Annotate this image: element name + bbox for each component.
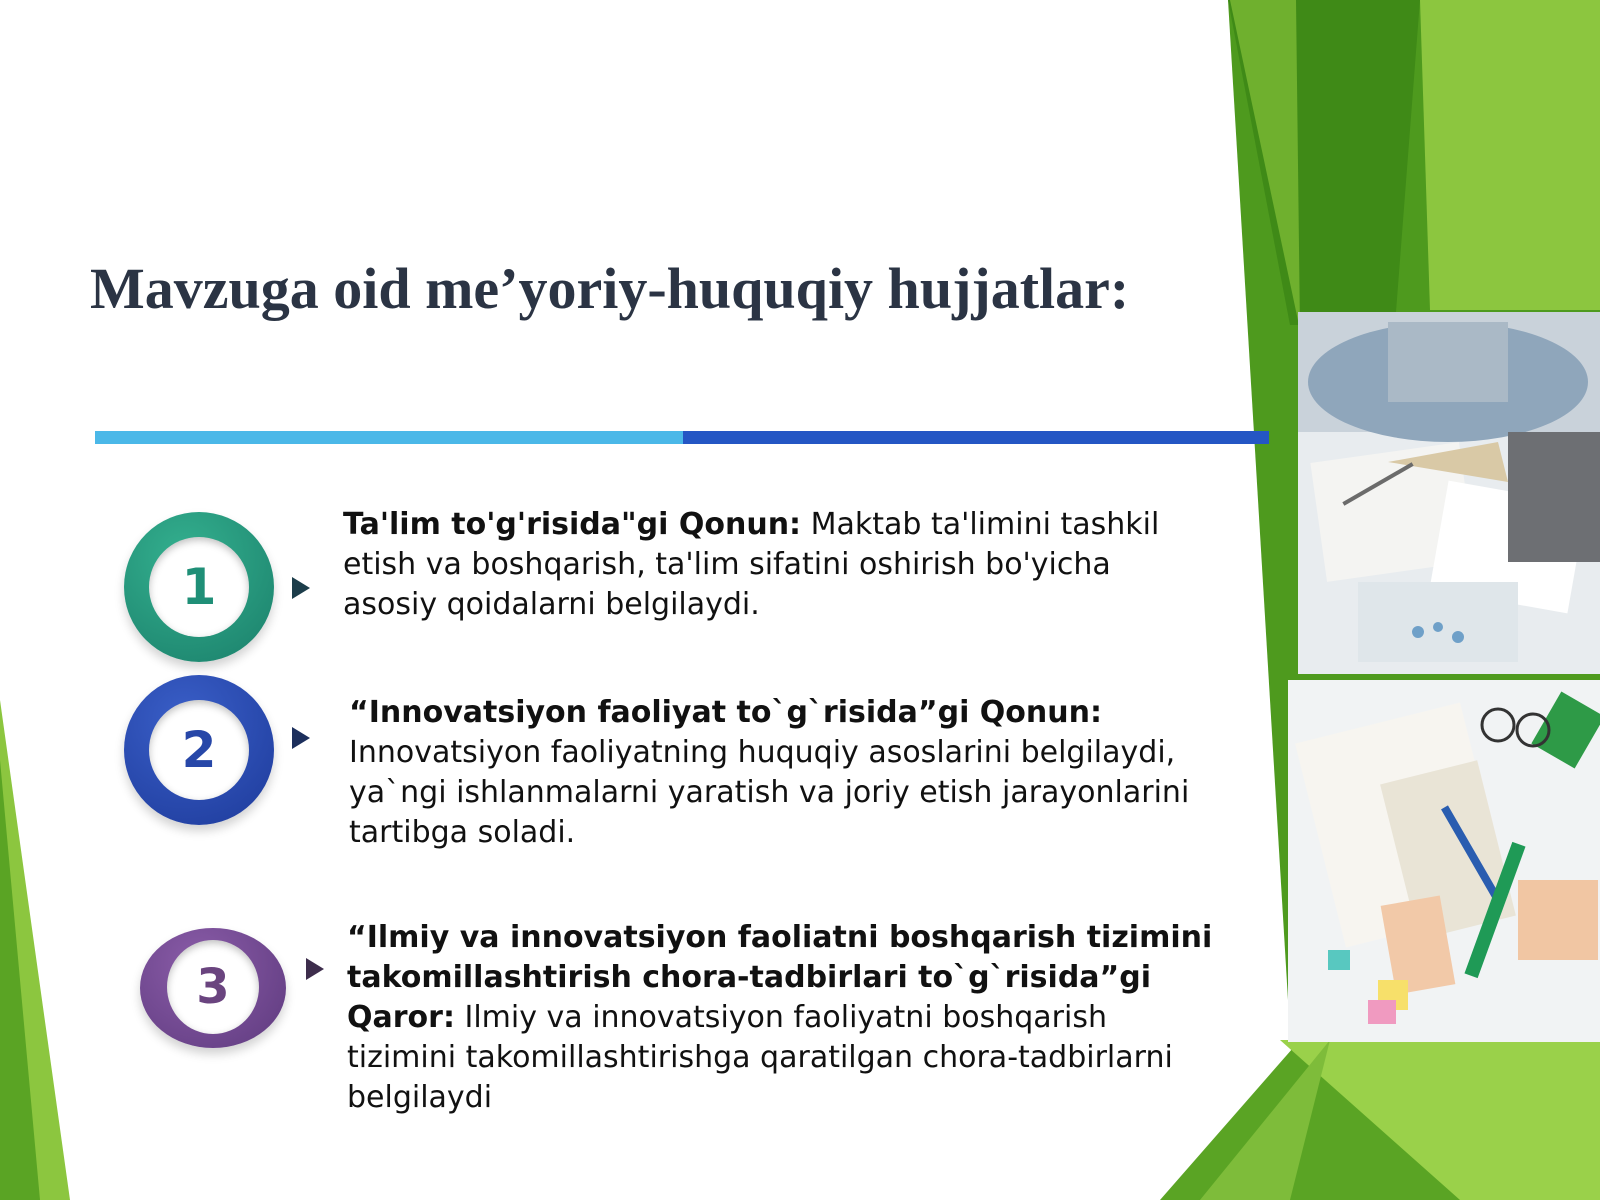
step-1-number: 1	[149, 537, 249, 637]
step-2-badge	[124, 675, 274, 825]
desk-with-notebook-photo	[1288, 680, 1600, 1042]
title-underline-light	[95, 431, 683, 444]
step-3-badge	[140, 928, 286, 1048]
item-1-description: Maktab ta'limini tashkil etish va boshqarish, ta'lim sifatini oshirish bo'yicha asosiy qoidalarni belgilaydi.	[343, 507, 1160, 622]
item-2-text	[349, 693, 1219, 853]
item-3-text	[347, 918, 1217, 1118]
arrow-right-icon	[306, 958, 324, 980]
step-3-number: 3	[167, 940, 259, 1034]
item-1-text	[343, 505, 1203, 625]
step-2-number: 2	[149, 700, 249, 800]
item-1-heading: Ta'lim to'g'risida"gi Qonun:	[343, 507, 802, 542]
students-studying-photo	[1298, 312, 1600, 674]
title-underline-dark	[683, 431, 1269, 444]
item-2-heading: “Innovatsiyon faoliyat to`g`risida”gi Qonun:	[349, 695, 1102, 730]
arrow-right-icon	[292, 727, 310, 749]
step-1-badge	[124, 512, 274, 662]
item-3-heading: “Ilmiy va innovatsiyon faoliatni boshqarish tizimini takomillashtirish chora-tadbirlari to`g`risida”gi Qaror:	[347, 920, 1213, 1035]
arrow-right-icon	[292, 577, 310, 599]
item-2-description: Innovatsiyon faoliyatning huquqiy asoslarini belgilaydi, ya`ngi ishlanmalarni yaratish va joriy etish jarayonlarini tartibga soladi.	[349, 735, 1190, 850]
item-3-description: Ilmiy va innovatsiyon faoliyatni boshqarish tizimini takomillashtirishga qaratilgan chora-tadbirlarni belgilaydi	[347, 1000, 1173, 1115]
page-title: Mavzuga oid me’yoriy-huquqiy hujjatlar:	[90, 256, 1130, 321]
